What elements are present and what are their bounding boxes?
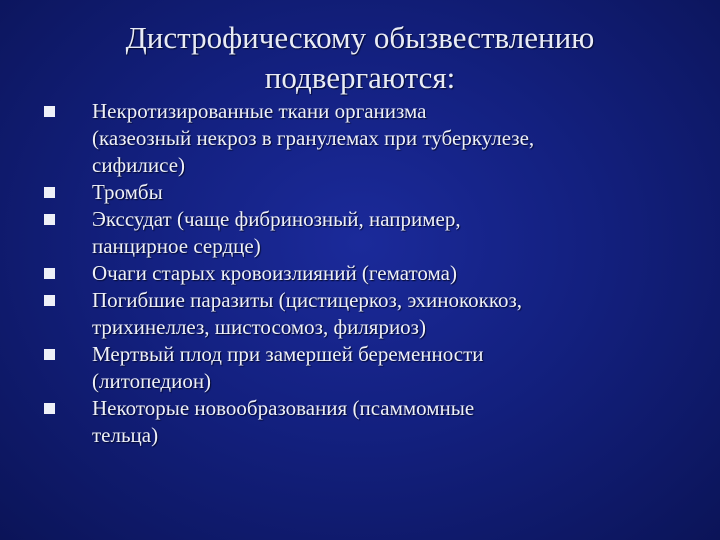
bullet-list (44, 98, 716, 449)
bullet-item-hemorrhage (44, 260, 716, 287)
bullet-text-line: Тромбы (92, 180, 163, 204)
bullet-text-line: Экссудат (чаще фибринозный, например, (92, 207, 461, 231)
bullet-text-line: Погибшие паразиты (цистицеркоз, эхинококкоз, (92, 288, 523, 312)
bullet-text-line: сифилисе) (92, 153, 186, 177)
bullet-item-neoplasms (44, 395, 716, 449)
bullet-text-line: (казеозный некроз в гранулемах при туберкулезе, (92, 126, 535, 150)
square-bullet-icon (44, 349, 55, 360)
square-bullet-icon (44, 268, 55, 279)
bullet-text-line: Некротизированные ткани организма (92, 99, 427, 123)
slide-title (40, 18, 680, 98)
bullet-item-parasites (44, 287, 716, 341)
square-bullet-icon (44, 403, 55, 414)
bullet-text-line: панцирное сердце) (92, 234, 261, 258)
square-bullet-icon (44, 187, 55, 198)
title-line-2: подвергаются: (264, 60, 456, 95)
title-line-1: Дистрофическому обызвествлению (125, 20, 595, 55)
square-bullet-icon (44, 214, 55, 225)
bullet-item-dead-fetus (44, 341, 716, 395)
bullet-text-line: тельца) (92, 423, 159, 447)
bullet-text-line: трихинеллез, шистосомоз, филяриоз) (92, 315, 426, 339)
bullet-item-necrotic-tissue (44, 98, 716, 179)
bullet-item-thrombi (44, 179, 716, 206)
square-bullet-icon (44, 106, 55, 117)
bullet-text-line: (литопедион) (92, 369, 212, 393)
square-bullet-icon (44, 295, 55, 306)
bullet-item-exudate (44, 206, 716, 260)
bullet-text-line: Мертвый плод при замершей беременности (92, 342, 484, 366)
bullet-text-line: Очаги старых кровоизлияний (гематома) (92, 261, 457, 285)
bullet-text-line: Некоторые новообразования (псаммомные (92, 396, 475, 420)
